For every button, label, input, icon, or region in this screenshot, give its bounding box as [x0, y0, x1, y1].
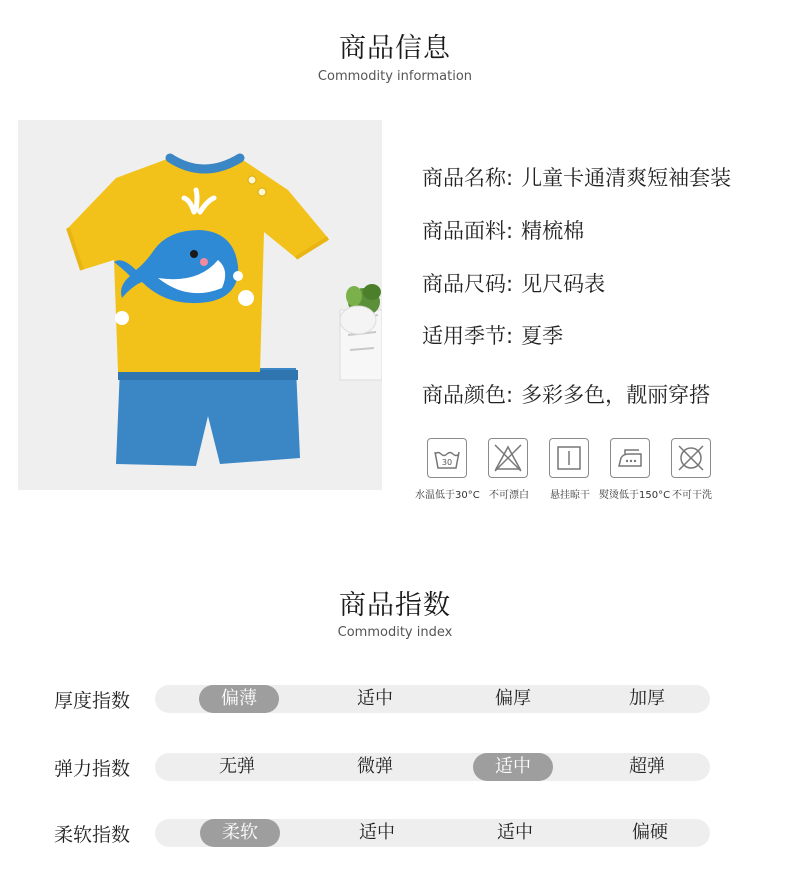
care-label: 悬挂晾干	[550, 490, 590, 501]
info-label: 适用季节:	[422, 324, 514, 348]
index-option: 超弹	[629, 756, 665, 777]
product-photo	[18, 120, 382, 490]
info-row-fabric	[422, 215, 584, 245]
care-label: 不可干洗	[672, 490, 712, 501]
info-label: 商品颜色:	[422, 383, 514, 407]
index-label-elasticity: 弹力指数	[54, 758, 131, 780]
info-value: 多彩多色，靓丽穿搭	[521, 383, 711, 407]
info-value: 儿童卡通清爽短袖套装	[521, 166, 732, 190]
index-option: 偏薄	[199, 685, 279, 713]
info-value: 精梳棉	[521, 219, 585, 243]
index-option: 偏厚	[495, 688, 531, 709]
no-bleach-icon	[488, 438, 528, 478]
index-label-softness: 柔软指数	[54, 824, 131, 846]
commodity-index-subtitle: Commodity index	[337, 625, 453, 640]
index-option: 加厚	[629, 688, 665, 709]
index-label-thickness: 厚度指数	[54, 690, 131, 712]
wash-temp-text: 30	[441, 458, 453, 467]
info-value: 见尺码表	[521, 272, 606, 296]
care-label: 水温低于30°C	[415, 490, 480, 501]
index-option: 无弹	[219, 756, 255, 777]
no-dry-clean-icon	[671, 438, 711, 478]
info-row-season	[422, 320, 563, 350]
commodity-index-title: 商品指数	[339, 590, 451, 621]
index-bar-elasticity	[155, 753, 710, 781]
hang-dry-icon	[549, 438, 589, 478]
iron-icon	[610, 438, 650, 478]
index-option: 偏硬	[632, 822, 668, 843]
index-option: 适中	[357, 688, 393, 709]
index-option: 柔软	[200, 819, 280, 847]
info-label: 商品面料:	[422, 219, 514, 243]
index-option: 适中	[473, 753, 553, 781]
care-label: 不可漂白	[489, 490, 529, 501]
info-row-color	[422, 379, 710, 409]
index-bar-thickness	[155, 685, 710, 713]
index-option: 微弹	[357, 756, 393, 777]
info-row-size	[422, 268, 605, 298]
info-label: 商品名称:	[422, 166, 514, 190]
commodity-info-subtitle: Commodity information	[317, 69, 473, 84]
index-bar-softness	[155, 819, 710, 847]
care-label: 熨烫低于150°C	[599, 490, 671, 501]
info-value: 夏季	[521, 324, 564, 348]
index-option: 适中	[359, 822, 395, 843]
index-option: 适中	[497, 822, 533, 843]
info-row-name	[422, 162, 731, 192]
wash-30-icon	[427, 438, 467, 478]
commodity-info-title: 商品信息	[339, 33, 451, 64]
info-label: 商品尺码:	[422, 272, 514, 296]
kids-outfit-illustration	[18, 120, 382, 490]
